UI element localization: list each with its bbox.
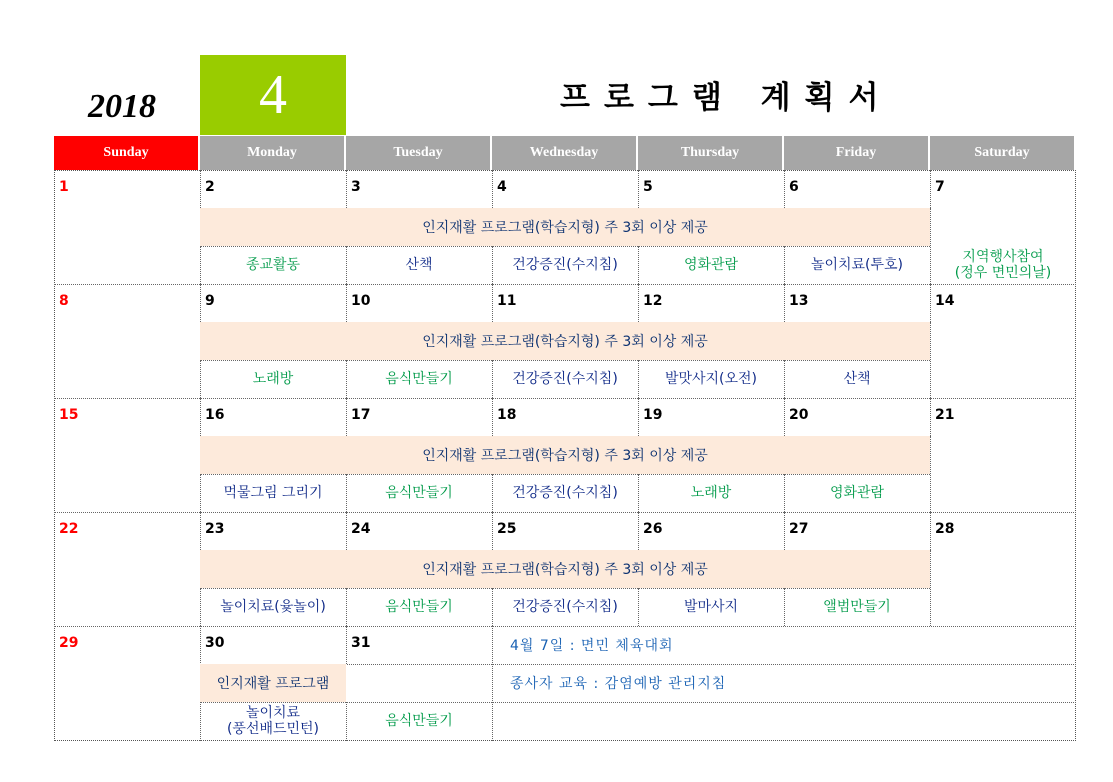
day-number: 31 <box>351 635 371 651</box>
saturday-activity-line1: 지역행사참여 <box>962 249 1044 265</box>
day-number: 25 <box>497 521 517 537</box>
day-number: 17 <box>351 407 371 423</box>
day-divider <box>492 284 493 322</box>
day-number: 12 <box>643 293 663 309</box>
activity-label: 놀이치료(윷놀이) <box>220 599 326 615</box>
day-divider <box>492 170 493 208</box>
month-number: 4 <box>259 64 287 126</box>
day-number: 10 <box>351 293 371 309</box>
day-number: 19 <box>643 407 663 423</box>
day-divider <box>638 284 639 322</box>
day-divider <box>200 512 201 550</box>
day-divider <box>930 436 931 512</box>
day-number: 27 <box>789 521 809 537</box>
day-divider <box>346 626 347 664</box>
activity-label: 건강증진(수지침) <box>512 371 618 387</box>
day-divider <box>346 512 347 550</box>
program-band: 인지재활 프로그램(학습지형) 주 3회 이상 제공 <box>200 322 930 360</box>
day-number: 14 <box>935 293 955 309</box>
weekday-header-monday: Monday <box>200 136 346 170</box>
activity-label-line1: 놀이치료 <box>245 705 301 721</box>
day-number: 29 <box>59 635 79 651</box>
day-divider <box>930 512 931 550</box>
weekday-header-sunday: Sunday <box>54 136 200 170</box>
day-number: 30 <box>205 635 225 651</box>
day-number: 7 <box>935 179 945 195</box>
day-number: 26 <box>643 521 663 537</box>
day-number: 23 <box>205 521 225 537</box>
day-number: 5 <box>643 179 653 195</box>
day-number: 9 <box>205 293 215 309</box>
day-number: 22 <box>59 521 79 537</box>
weekday-header-tuesday: Tuesday <box>346 136 492 170</box>
week-divider <box>54 284 1076 285</box>
week-divider <box>54 512 1076 513</box>
page-title: 프로그램 계획서 <box>560 80 893 116</box>
saturday-activity <box>930 246 1076 284</box>
day-divider <box>930 284 931 322</box>
day-divider <box>930 550 931 626</box>
year-label: 2018 <box>88 88 156 125</box>
weekday-header-wednesday: Wednesday <box>492 136 638 170</box>
day-number: 18 <box>497 407 517 423</box>
day-divider <box>200 170 201 208</box>
day-divider <box>638 170 639 208</box>
activity-label: 먹물그림 그리기 <box>223 485 323 501</box>
activity-label-line2: (풍선배드민턴) <box>226 721 320 737</box>
day-divider <box>784 398 785 436</box>
activity-label: 건강증진(수지침) <box>512 485 618 501</box>
schedule-note: 4월 7일 : 면민 체육대회 <box>510 638 674 654</box>
day-divider <box>784 284 785 322</box>
schedule-note: 종사자 교육 : 감염예방 관리지침 <box>510 676 727 692</box>
activity-label: 음식만들기 <box>385 485 453 501</box>
day-number: 16 <box>205 407 225 423</box>
weekday-header-friday: Friday <box>784 136 930 170</box>
activity-label: 노래방 <box>690 485 732 501</box>
day-number: 28 <box>935 521 955 537</box>
day-divider <box>930 322 931 398</box>
month-box <box>200 55 346 135</box>
day-number: 3 <box>351 179 361 195</box>
day-divider <box>784 170 785 208</box>
activity-label: 음식만들기 <box>385 371 453 387</box>
weekday-header-saturday: Saturday <box>930 136 1076 170</box>
activity-label: 음식만들기 <box>385 713 453 729</box>
day-number: 13 <box>789 293 809 309</box>
program-band: 인지재활 프로그램(학습지형) 주 3회 이상 제공 <box>200 550 930 588</box>
week-divider <box>54 398 1076 399</box>
day-number: 15 <box>59 407 79 423</box>
day-divider <box>638 512 639 550</box>
day-divider <box>492 398 493 436</box>
activity-label: 건강증진(수지침) <box>512 599 618 615</box>
saturday-activity-line2: (정우 면민의날) <box>954 265 1052 281</box>
day-number: 8 <box>59 293 69 309</box>
day-divider <box>492 626 493 741</box>
day-divider <box>638 398 639 436</box>
activity-label: 종교활동 <box>245 257 301 273</box>
day-number: 2 <box>205 179 215 195</box>
day-divider <box>200 398 201 436</box>
program-band: 인지재활 프로그램(학습지형) 주 3회 이상 제공 <box>200 208 930 246</box>
day-divider <box>784 512 785 550</box>
day-number: 21 <box>935 407 955 423</box>
activity-label: 산책 <box>405 257 433 273</box>
day-number: 1 <box>59 179 69 195</box>
day-divider <box>930 170 931 208</box>
activity-label: 영화관람 <box>683 257 739 273</box>
day-divider <box>930 398 931 436</box>
day-divider <box>346 284 347 322</box>
day-divider <box>346 398 347 436</box>
activity-label: 노래방 <box>252 371 294 387</box>
day-divider <box>492 512 493 550</box>
program-band: 인지재활 프로그램 <box>200 664 346 702</box>
activity-label: 놀이치료(투호) <box>810 257 904 273</box>
day-divider <box>200 284 201 322</box>
day-number: 11 <box>497 293 517 309</box>
weekday-header-thursday: Thursday <box>638 136 784 170</box>
activity-label: 발마사지 <box>683 599 739 615</box>
activity-label: 영화관람 <box>829 485 885 501</box>
activity-label: 음식만들기 <box>385 599 453 615</box>
activity-label: 앨범만들기 <box>823 599 891 615</box>
day-number: 6 <box>789 179 799 195</box>
day-divider <box>346 170 347 208</box>
program-band: 인지재활 프로그램(학습지형) 주 3회 이상 제공 <box>200 436 930 474</box>
day-number: 4 <box>497 179 507 195</box>
day-number: 24 <box>351 521 371 537</box>
activity-label: 발맛사지(오전) <box>664 371 758 387</box>
activity-label: 산책 <box>843 371 871 387</box>
activity-label <box>200 702 346 740</box>
day-number: 20 <box>789 407 809 423</box>
activity-label: 건강증진(수지침) <box>512 257 618 273</box>
